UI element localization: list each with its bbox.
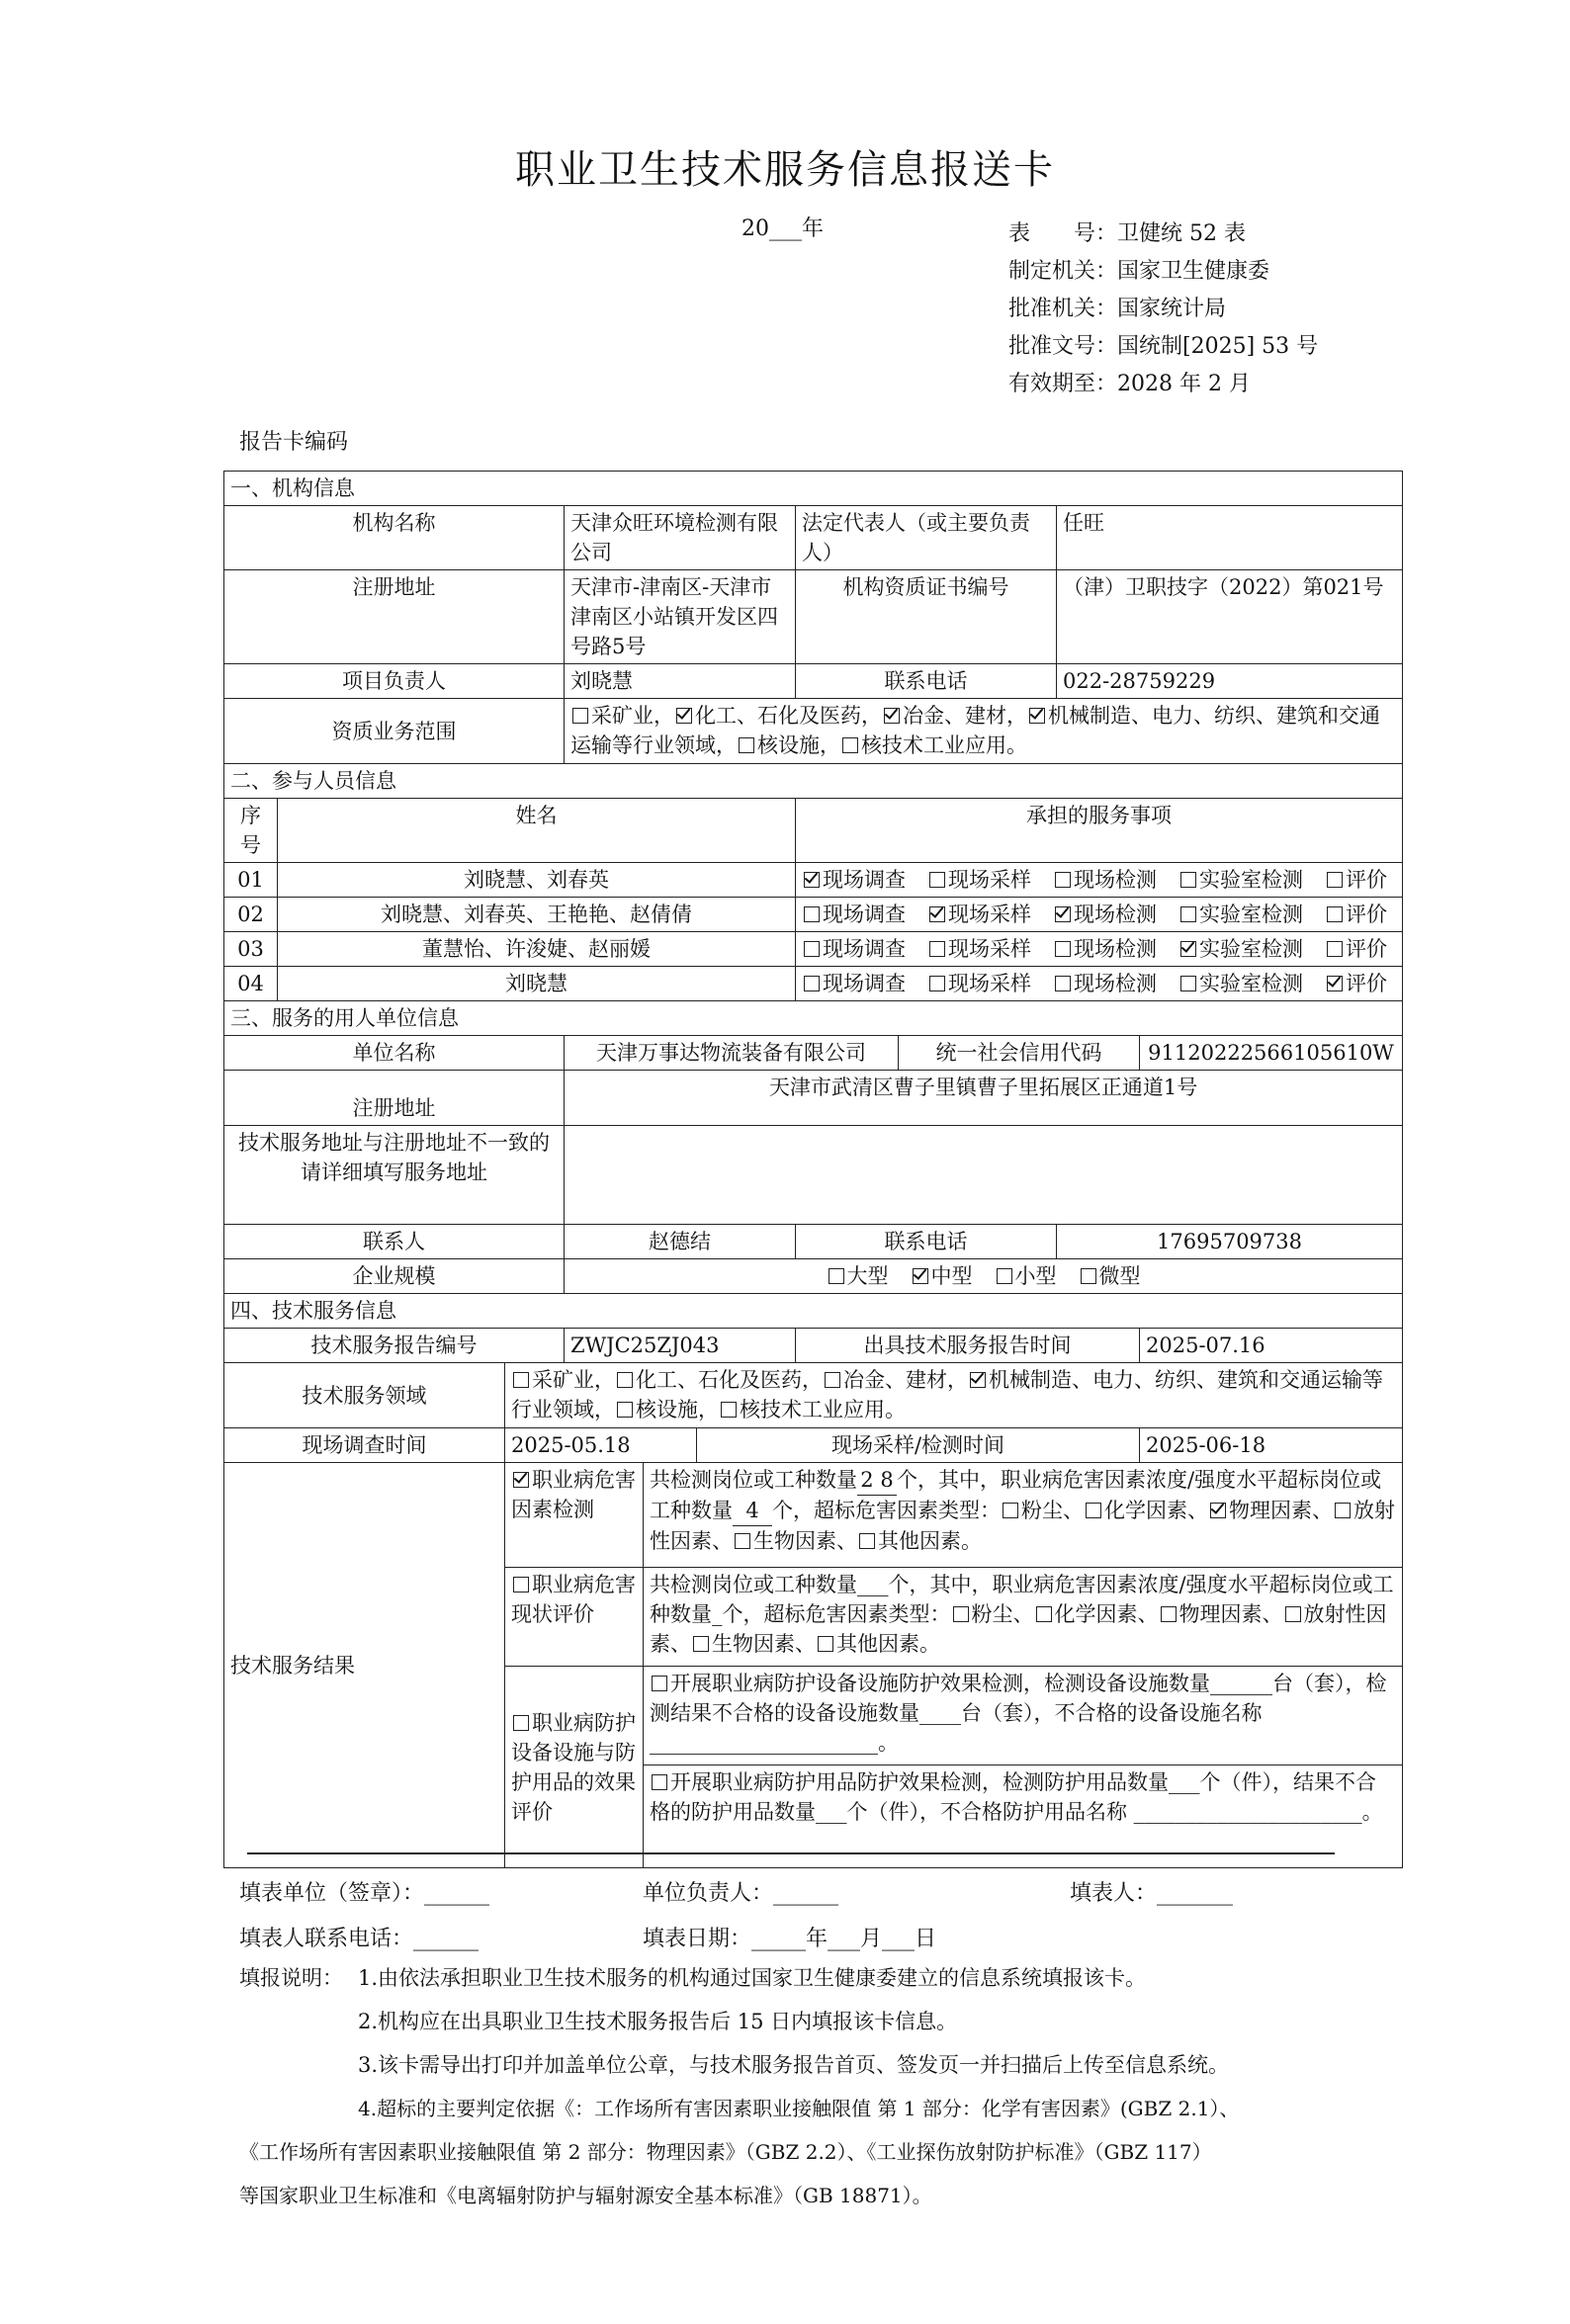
checkbox-icon[interactable] xyxy=(739,737,754,753)
staff-no: 03 xyxy=(224,932,278,967)
checkbox-icon[interactable] xyxy=(1036,1606,1052,1622)
result-protection-ppe: 开展职业病防护用品防护效果检测，检测防护用品数量___个（件），结果不合格的防护用品数量___个（件），不合格防护用品名称 ______________________。 xyxy=(644,1765,1403,1868)
meta-value: 国家统计局 xyxy=(1117,297,1227,321)
pm-value: 刘晓慧 xyxy=(565,664,796,699)
checkbox-icon[interactable] xyxy=(1161,1606,1177,1622)
report-code-label: 报告卡编码 xyxy=(239,430,349,455)
checkbox-icon[interactable] xyxy=(929,941,945,957)
note-item: 《工作场所有害因素职业接触限值 第 2 部分：物理因素》（GBZ 2.2）、《工业探伤放射防护标准》（GBZ 117） xyxy=(239,2140,1212,2164)
checkbox-icon[interactable] xyxy=(829,1268,844,1284)
checkbox-icon[interactable] xyxy=(513,1472,529,1488)
scope-options xyxy=(565,699,1403,764)
checkbox-icon[interactable] xyxy=(804,976,820,991)
contact-value: 赵德结 xyxy=(565,1225,796,1259)
meta-row xyxy=(1008,291,1318,328)
page-title: 职业卫生技术服务信息报送卡 xyxy=(515,147,1055,193)
survey-time-value: 2025-05.18 xyxy=(505,1428,697,1463)
org-name-value: 天津众旺环境检测有限公司 xyxy=(565,506,796,570)
checkbox-icon[interactable] xyxy=(842,737,858,753)
staff-tasks: 现场调查 现场采样 现场检测 实验室检测 评价 xyxy=(796,898,1403,932)
checkbox-icon[interactable] xyxy=(1180,906,1196,922)
unit-addr-value: 天津市武清区曹子里镇曹子里拓展区正通道1号 xyxy=(565,1071,1403,1126)
result-protection-label: 职业病防护设备设施与防护用品的效果评价 xyxy=(505,1667,644,1868)
checkbox-icon[interactable] xyxy=(693,1636,709,1652)
result-protection-equipment: 开展职业病防护设备设施防护效果检测，检测设备设施数量______台（套），检测结果不合格的设备设施数量____台（套），不合格的设备设施名称 ______________________。 xyxy=(644,1667,1403,1765)
sampling-time-value: 2025-06-18 xyxy=(1140,1428,1403,1463)
checkbox-icon[interactable] xyxy=(970,1372,986,1388)
credit-code-value: 91120222566105610W xyxy=(1140,1036,1403,1071)
col-task-header: 承担的服务事项 xyxy=(796,799,1403,863)
service-addr-value xyxy=(565,1126,1403,1225)
checkbox-icon[interactable] xyxy=(617,1372,633,1388)
contact-label: 联系人 xyxy=(224,1225,565,1259)
checkbox-icon[interactable] xyxy=(929,872,945,888)
scope-option: 机械制造、电力、纺织、建筑和交通运输等行业领域， xyxy=(570,704,1380,757)
col-name-header: 姓名 xyxy=(278,799,796,863)
footer-filler-phone: 填表人联系电话：______ xyxy=(239,1927,480,1951)
legal-rep-value: 任旺 xyxy=(1057,506,1403,570)
result-label: 技术服务结果 xyxy=(224,1463,505,1868)
checkbox-icon[interactable] xyxy=(735,1533,750,1549)
report-no-value: ZWJC25ZJ043 xyxy=(565,1329,796,1363)
checkbox-icon[interactable] xyxy=(804,872,820,888)
meta-label: 表 号： xyxy=(1008,221,1118,246)
staff-names: 刘晓慧 xyxy=(278,967,796,1001)
org-name-label: 机构名称 xyxy=(224,506,565,570)
note-item: 4.超标的主要判定依据《：工作场所有害因素职业接触限值 第 1 部分：化学有害因素》(GBZ 2.1）、 xyxy=(358,2097,1240,2120)
checkbox-icon[interactable] xyxy=(1003,1503,1018,1518)
cert-value: （津）卫职技字（2022）第021号 xyxy=(1057,570,1403,664)
staff-no: 04 xyxy=(224,967,278,1001)
checkbox-icon[interactable] xyxy=(929,906,945,922)
meta-label: 有效期至： xyxy=(1008,372,1118,396)
staff-tasks: 现场调查 现场采样 现场检测 实验室检测 评价 xyxy=(796,932,1403,967)
checkbox-icon[interactable] xyxy=(513,1715,529,1731)
exceed-count-value: 4 xyxy=(733,1496,772,1526)
scope-option: 化工、石化及医药， xyxy=(674,704,882,728)
checkbox-icon[interactable] xyxy=(652,1676,667,1691)
section-org-title: 一、机构信息 xyxy=(224,472,1403,506)
credit-code-label: 统一社会信用代码 xyxy=(899,1036,1140,1071)
result-detection-text: 共检测岗位或工种数量 2 8 个，其中，职业病危害因素浓度/强度水平超标岗位或工种数量 4 个，超标危害因素类型： 粉尘、 化学因素、 物理因素、 放射性因素、 生物因素、 其他因素。 xyxy=(644,1463,1403,1568)
note-item: 等国家职业卫生标准和《电离辐射防护与辐射源安全基本标准》（GB 18871）。 xyxy=(239,2184,932,2207)
year-field: 20___年 xyxy=(741,216,824,241)
sampling-time-label: 现场采样/检测时间 xyxy=(697,1428,1140,1463)
scope-option: 冶金、建材， xyxy=(882,704,1027,728)
staff-names: 刘晓慧、刘春英、王艳艳、赵倩倩 xyxy=(278,898,796,932)
footer-filler: 填表人：_______ xyxy=(1070,1881,1234,1906)
staff-names: 刘晓慧、刘春英 xyxy=(278,863,796,898)
meta-label: 批准机关： xyxy=(1008,297,1118,321)
section-employer-title: 三、服务的用人单位信息 xyxy=(224,1001,1403,1036)
section-service-title: 四、技术服务信息 xyxy=(224,1294,1403,1329)
checkbox-icon[interactable] xyxy=(818,1636,833,1652)
staff-row xyxy=(224,967,1403,1001)
unit-addr-label: 注册地址 xyxy=(224,1071,565,1126)
checkbox-icon[interactable] xyxy=(652,1774,667,1790)
checkbox-icon[interactable] xyxy=(1086,1503,1101,1518)
checkbox-icon[interactable] xyxy=(825,1372,840,1388)
staff-names: 董慧怡、许浚婕、赵丽媛 xyxy=(278,932,796,967)
checkbox-icon[interactable] xyxy=(1327,872,1343,888)
legal-rep-label: 法定代表人（或主要负责人） xyxy=(796,506,1057,570)
staff-no: 01 xyxy=(224,863,278,898)
note-item: 3.该卡需导出打印并加盖单位公章，与技术服务报告首页、签发页一并扫描后上传至信息系统。 xyxy=(358,2053,1230,2077)
unit-name-label: 单位名称 xyxy=(224,1036,565,1071)
checkbox-icon[interactable] xyxy=(617,1402,633,1418)
field-options: 采矿业， 化工、石化及医药， 冶金、建材， 机械制造、电力、纺织、建筑和交通运输等行业领域， 核设施， 核技术工业应用。 xyxy=(505,1363,1403,1428)
checkbox-icon[interactable] xyxy=(1055,976,1071,991)
staff-row xyxy=(224,863,1403,898)
meta-row xyxy=(1008,328,1318,366)
info-card-table xyxy=(223,471,1403,1868)
report-time-value: 2025-07.16 xyxy=(1140,1329,1403,1363)
checkbox-icon[interactable] xyxy=(1327,906,1343,922)
checkbox-icon[interactable] xyxy=(513,1372,529,1388)
checkbox-icon[interactable] xyxy=(676,708,692,724)
org-phone-value: 022-28759229 xyxy=(1057,664,1403,699)
pm-label: 项目负责人 xyxy=(224,664,565,699)
contact-phone-value: 17695709738 xyxy=(1057,1225,1403,1259)
form-meta xyxy=(1008,215,1318,403)
staff-tasks: 现场调查 现场采样 现场检测 实验室检测 评价 xyxy=(796,863,1403,898)
checkbox-icon[interactable] xyxy=(997,1268,1012,1284)
meta-value: 国统制[2025] 53 号 xyxy=(1117,334,1319,359)
checkbox-icon[interactable] xyxy=(1029,708,1045,724)
report-no-label: 技术服务报告编号 xyxy=(224,1329,565,1363)
staff-tasks: 现场调查 现场采样 现场检测 实验室检测 评价 xyxy=(796,967,1403,1001)
contact-phone-label: 联系电话 xyxy=(796,1225,1057,1259)
size-options: 大型 中型 小型 微型 xyxy=(565,1259,1403,1294)
staff-no: 02 xyxy=(224,898,278,932)
section-staff-title: 二、参与人员信息 xyxy=(224,764,1403,799)
staff-row xyxy=(224,932,1403,967)
meta-value: 卫健统 52 表 xyxy=(1117,221,1246,246)
meta-row xyxy=(1008,253,1318,291)
checkbox-icon[interactable] xyxy=(929,976,945,991)
note-item: 2.机构应在出具职业卫生技术服务报告后 15 日内填报该卡信息。 xyxy=(358,2010,958,2033)
scope-option: 核技术工业应用。 xyxy=(840,733,1027,757)
count-value: 2 8 xyxy=(857,1465,897,1496)
col-no-header: 序号 xyxy=(224,799,278,863)
result-evaluation-label: 职业病危害现状评价 xyxy=(505,1568,644,1667)
checkbox-icon[interactable] xyxy=(1180,941,1196,957)
field-label: 技术服务领域 xyxy=(224,1363,505,1428)
checkbox-icon[interactable] xyxy=(1327,941,1343,957)
service-addr-label: 技术服务地址与注册地址不一致的请详细填写服务地址 xyxy=(224,1126,565,1225)
meta-value: 国家卫生健康委 xyxy=(1117,259,1270,284)
checkbox-icon[interactable] xyxy=(721,1402,737,1418)
scope-option: 核设施， xyxy=(737,733,840,757)
meta-value: 2028 年 2 月 xyxy=(1117,372,1251,396)
checkbox-icon[interactable] xyxy=(1081,1268,1096,1284)
checkbox-icon[interactable] xyxy=(1327,976,1343,991)
meta-label: 制定机关： xyxy=(1008,259,1118,284)
staff-row xyxy=(224,898,1403,932)
checkbox-icon[interactable] xyxy=(1055,872,1071,888)
meta-row xyxy=(1008,215,1318,253)
checkbox-icon[interactable] xyxy=(884,708,900,724)
footer-unit-seal: 填表单位（签章）：______ xyxy=(239,1881,490,1906)
reg-addr-value: 天津市-津南区-天津市津南区小站镇开发区四号路5号 xyxy=(565,570,796,664)
footer-divider xyxy=(247,1852,1335,1854)
checkbox-icon[interactable] xyxy=(572,708,588,724)
checkbox-icon[interactable] xyxy=(1285,1606,1301,1622)
notes-label: 填报说明： xyxy=(239,1966,343,1990)
footer-fill-date: 填表日期：_____年___月___日 xyxy=(643,1927,937,1951)
checkbox-icon[interactable] xyxy=(804,941,820,957)
meta-label: 批准文号： xyxy=(1008,334,1118,359)
checkbox-icon[interactable] xyxy=(1180,976,1196,991)
cert-label: 机构资质证书编号 xyxy=(796,570,1057,664)
checkbox-icon[interactable] xyxy=(1210,1503,1226,1518)
checkbox-icon[interactable] xyxy=(1180,872,1196,888)
size-label: 企业规模 xyxy=(224,1259,565,1294)
note-item: 1.由依法承担职业卫生技术服务的机构通过国家卫生健康委建立的信息系统填报该卡。 xyxy=(358,1966,1147,1990)
scope-option: 采矿业， xyxy=(570,704,674,728)
checkbox-icon[interactable] xyxy=(1055,941,1071,957)
meta-row xyxy=(1008,366,1318,403)
survey-time-label: 现场调查时间 xyxy=(224,1428,505,1463)
reg-addr-label: 注册地址 xyxy=(224,570,565,664)
result-detection-label: 职业病危害因素检测 xyxy=(505,1463,644,1568)
checkbox-icon[interactable] xyxy=(953,1606,969,1622)
org-phone-label: 联系电话 xyxy=(796,664,1057,699)
checkbox-icon[interactable] xyxy=(859,1533,875,1549)
footer-unit-head: 单位负责人：______ xyxy=(643,1881,839,1906)
scope-label: 资质业务范围 xyxy=(224,699,565,764)
unit-name-value: 天津万事达物流装备有限公司 xyxy=(565,1036,899,1071)
checkbox-icon[interactable] xyxy=(913,1268,928,1284)
result-evaluation-text: 共检测岗位或工种数量___个，其中，职业病危害因素浓度/强度水平超标岗位或工种数量_个，超标危害因素类型： 粉尘、 化学因素、 物理因素、 放射性因素、 生物因素、 其他因素。 xyxy=(644,1568,1403,1667)
checkbox-icon[interactable] xyxy=(513,1577,529,1592)
checkbox-icon[interactable] xyxy=(1335,1503,1351,1518)
report-time-label: 出具技术服务报告时间 xyxy=(796,1329,1140,1363)
checkbox-icon[interactable] xyxy=(1055,906,1071,922)
checkbox-icon[interactable] xyxy=(804,906,820,922)
